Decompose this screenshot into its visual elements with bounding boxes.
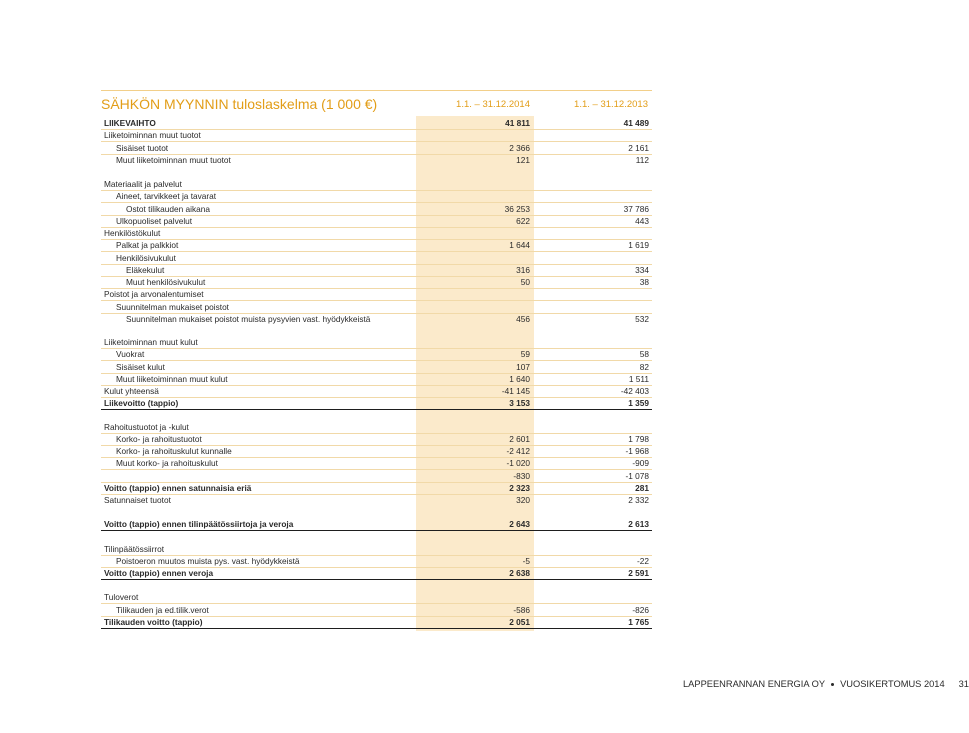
- table-row: [101, 301, 652, 314]
- value-2014: 2 601: [509, 433, 530, 444]
- value-2014: 3 153: [509, 398, 530, 409]
- table-row: [101, 385, 652, 398]
- table-row: [101, 336, 652, 349]
- value-2014: 41 811: [505, 118, 530, 128]
- row-label: Muut henkilösivukulut: [126, 277, 206, 287]
- page-footer: [683, 679, 969, 689]
- value-2014: 1 644: [509, 240, 530, 251]
- row-label: Muut liiketoiminnan muut kulut: [116, 373, 228, 384]
- value-2013: 2 613: [628, 519, 649, 530]
- table-row: [101, 457, 652, 470]
- value-2014: -1 020: [506, 458, 530, 469]
- table-row: [101, 252, 652, 265]
- value-2013: 1 798: [628, 433, 649, 444]
- table-row: [101, 142, 652, 155]
- value-2013: 41 489: [623, 118, 649, 128]
- value-2014: 622: [516, 215, 530, 226]
- value-2013: 1 511: [628, 373, 649, 384]
- table-row: [101, 616, 652, 629]
- bullet-separator: [831, 683, 834, 686]
- table-row: [101, 373, 652, 386]
- row-label: Voitto (tappio) ennen satunnaisia eriä: [104, 482, 252, 493]
- value-2014: 1 640: [509, 373, 530, 384]
- value-2014: 456: [516, 313, 530, 324]
- value-2014: 50: [520, 277, 530, 287]
- table-row: [101, 397, 652, 410]
- table-row: [101, 604, 652, 617]
- table-row: [101, 178, 652, 191]
- row-label: Rahoitustuotot ja -kulut: [104, 421, 189, 432]
- value-2013: 1 359: [628, 398, 649, 409]
- row-label: Tilikauden ja ed.tilik.verot: [116, 604, 209, 615]
- row-label: Liiketoiminnan muut kulut: [104, 337, 198, 347]
- table-row: [101, 264, 652, 277]
- table-row: [101, 518, 652, 531]
- row-label: Vuokrat: [116, 349, 145, 360]
- value-2013: 2 161: [628, 142, 649, 153]
- value-2014: -830: [513, 470, 530, 481]
- value-2013: 2 332: [628, 495, 649, 505]
- row-label: Poistot ja arvonalentumiset: [104, 289, 204, 300]
- table-row: [101, 190, 652, 203]
- table-row: [101, 154, 652, 166]
- value-2013: 532: [635, 313, 649, 324]
- row-label: Liiketoiminnan muut tuotot: [104, 130, 201, 141]
- value-2014: 107: [516, 361, 530, 372]
- row-label: Aineet, tarvikkeet ja tavarat: [116, 191, 217, 202]
- value-2013: 2 591: [628, 568, 649, 578]
- table-row: [101, 494, 652, 506]
- value-2013: -909: [632, 458, 649, 469]
- value-2014: 320: [516, 495, 530, 505]
- row-label: Korko- ja rahoituskulut kunnalle: [116, 446, 232, 456]
- table-row: [101, 421, 652, 434]
- row-label: Liikevoitto (tappio): [104, 398, 179, 409]
- table-row: [101, 276, 652, 289]
- table-row: [101, 445, 652, 458]
- value-2014: 59: [520, 349, 530, 360]
- row-label: Voitto (tappio) ennen tilinpäätössiirtoja ja veroja: [104, 519, 294, 530]
- footer-company: LAPPEENRANNAN ENERGIA OY: [683, 679, 826, 689]
- value-2013: 38: [639, 277, 649, 287]
- row-label: Sisäiset tuotot: [116, 142, 169, 153]
- table-row: [101, 470, 652, 483]
- value-2013: -1 968: [625, 446, 649, 456]
- value-2014: -586: [513, 604, 530, 615]
- value-2014: -41 145: [501, 386, 530, 396]
- table-row: [101, 117, 652, 130]
- table-row: [101, 591, 652, 604]
- row-label: Materiaalit ja palvelut: [104, 179, 182, 189]
- table-row: [101, 129, 652, 142]
- value-2013: 281: [635, 482, 649, 493]
- value-2013: 37 786: [623, 203, 649, 214]
- value-2014: 36 253: [504, 203, 530, 214]
- value-2014: 2 366: [509, 142, 530, 153]
- row-label: Korko- ja rahoitustuotot: [116, 433, 202, 444]
- table-row: [101, 348, 652, 361]
- page-title: SÄHKÖN MYYNNIN tuloslaskelma (1 000 €): [101, 96, 378, 112]
- row-label: Tilikauden voitto (tappio): [104, 616, 203, 627]
- value-2013: -22: [637, 555, 649, 566]
- row-label: Tuloverot: [104, 592, 139, 603]
- row-label: Tilinpäätössiirrot: [104, 543, 165, 554]
- row-label: Eläkekulut: [126, 264, 165, 275]
- value-2013: 1 765: [628, 616, 649, 627]
- value-2014: -5: [522, 555, 530, 566]
- table-row: [101, 288, 652, 301]
- column-header-2013: 1.1. – 31.12.2013: [574, 99, 648, 110]
- row-label: Satunnaiset tuotot: [104, 495, 171, 505]
- table-row: [101, 227, 652, 240]
- value-2013: -826: [632, 604, 649, 615]
- footer-report: VUOSIKERTOMUS 2014: [840, 679, 945, 689]
- row-label: Poistoeron muutos muista pys. vast. hyödykkeistä: [116, 555, 300, 566]
- table-row: [101, 433, 652, 446]
- row-label: Ostot tilikauden aikana: [126, 203, 210, 214]
- row-label: Palkat ja palkkiot: [116, 240, 179, 251]
- row-label: Henkilöstökulut: [104, 228, 161, 238]
- value-2013: 82: [639, 361, 649, 372]
- value-2013: 58: [639, 349, 649, 360]
- row-label: Muut liiketoiminnan muut tuotot: [116, 154, 231, 165]
- row-label: Ulkopuoliset palvelut: [116, 215, 193, 226]
- value-2014: 2 638: [509, 568, 530, 578]
- table-row: [101, 203, 652, 216]
- value-2013: 334: [635, 264, 649, 275]
- table-row: [101, 567, 652, 580]
- value-2013: 1 619: [628, 240, 649, 251]
- table-row: [101, 482, 652, 495]
- row-label: Sisäiset kulut: [116, 361, 165, 372]
- row-label: LIIKEVAIHTO: [104, 118, 156, 128]
- value-2014: 121: [516, 154, 530, 165]
- row-label: Kulut yhteensä: [104, 386, 159, 396]
- value-2014: 316: [516, 264, 530, 275]
- row-label: Muut korko- ja rahoituskulut: [116, 458, 218, 469]
- value-2013: 443: [635, 215, 649, 226]
- column-header-2014: 1.1. – 31.12.2014: [456, 99, 530, 110]
- row-label: Suunnitelman mukaiset poistot muista pysyvien vast. hyödykkeistä: [126, 313, 371, 324]
- value-2013: -42 403: [620, 386, 649, 396]
- value-2013: 112: [635, 154, 649, 165]
- value-2014: 2 051: [509, 616, 530, 627]
- table-row: [101, 555, 652, 568]
- value-2013: -1 078: [625, 470, 649, 481]
- table-row: [101, 361, 652, 374]
- table-row: [101, 215, 652, 228]
- table-row: [101, 543, 652, 556]
- value-2014: -2 412: [506, 446, 530, 456]
- row-label: Voitto (tappio) ennen veroja: [104, 568, 214, 578]
- page-number: 31: [958, 679, 969, 689]
- row-label: Henkilösivukulut: [116, 252, 176, 263]
- table-row: [101, 239, 652, 252]
- table-row: [101, 313, 652, 325]
- value-2014: 2 323: [509, 482, 530, 493]
- top-rule: [101, 90, 652, 91]
- value-2014: 2 643: [509, 519, 530, 530]
- row-label: Suunnitelman mukaiset poistot: [116, 301, 229, 312]
